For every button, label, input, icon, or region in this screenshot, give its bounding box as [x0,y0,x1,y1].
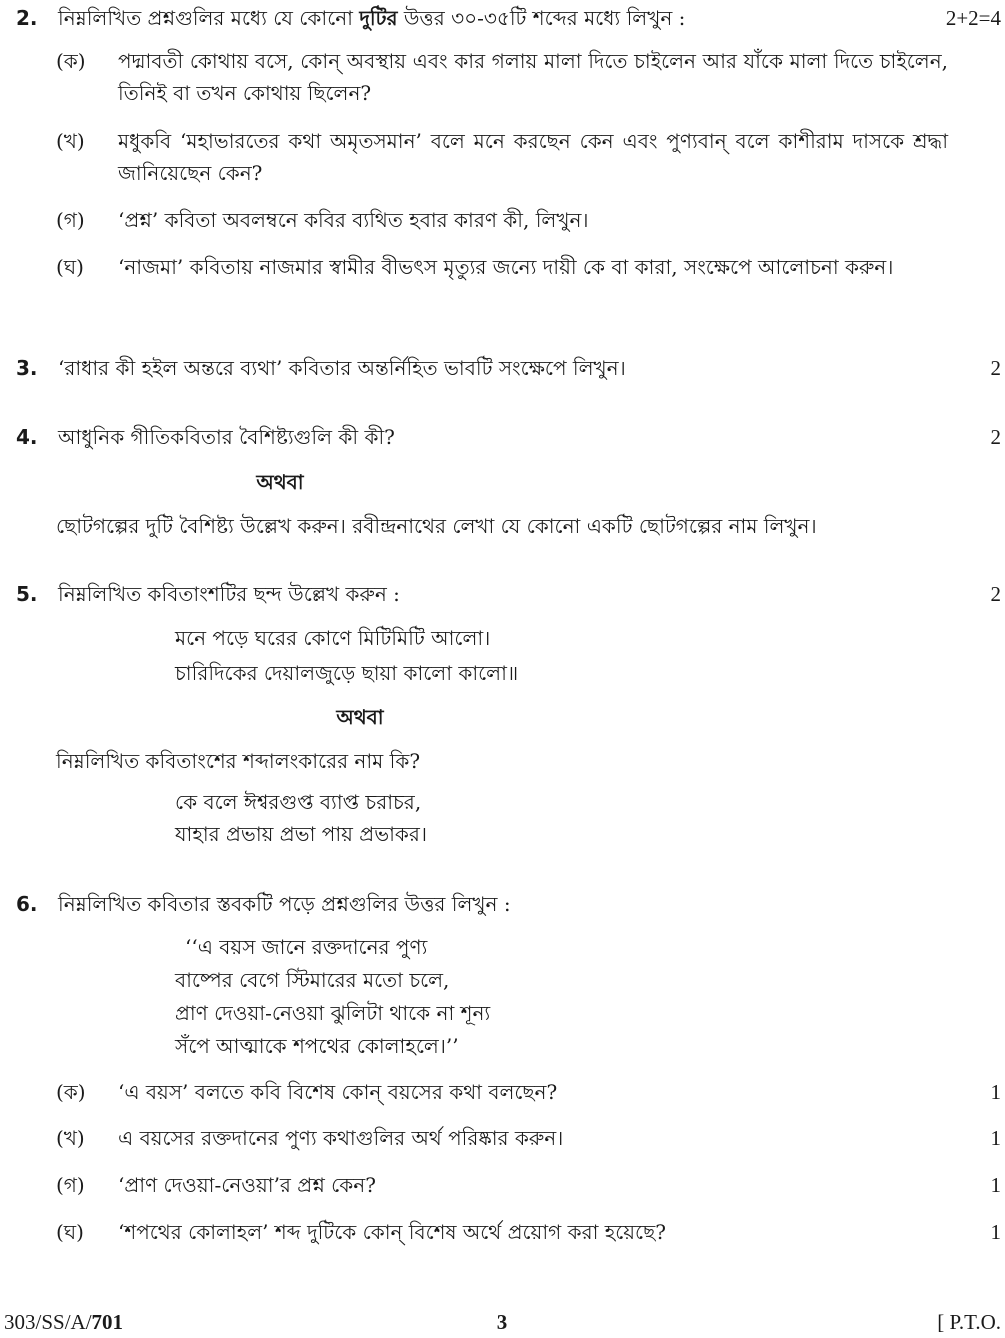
sub-question-text: ‘নাজমা’ কবিতায় নাজমার স্বামীর বীভৎস মৃত্যুর জন্যে দায়ী কে বা কারা, সংক্ষেপে আলোচনা করুন। [118,255,894,279]
sub-question-text: মধুকবি ‘মহাভারতের কথা অমৃতসমান’ বলে মনে করছেন কেন এবং পুণ্যবান্ বলে কাশীরাম দাসকে শ্রদ্ধা জানিয়েছেন কেন? [118,129,948,185]
question-number: 4. [16,425,38,449]
verse-line: মনে পড়ে ঘরের কোণে মিটিমিটি আলো। [175,626,491,650]
marks: 1 [990,1126,1001,1150]
sub-question-label: (ক) [56,49,86,73]
alternative-question-text: ছোটগল্পের দুটি বৈশিষ্ট্য উল্লেখ করুন। রবীন্দ্রনাথের লেখা যে কোনো একটি ছোটগল্পের নাম লিখুন। [56,514,817,538]
question-text: ‘রাধার কী হইল অন্তরে ব্যথা’ কবিতার অন্তর্নিহিত ভাবটি সংক্ষেপে লিখুন। [58,356,626,380]
question-text: আধুনিক গীতিকবিতার বৈশিষ্ট্যগুলি কী কী? [58,425,395,449]
question-number: 2. [16,6,38,30]
marks: 2 [990,356,1001,380]
sub-question-text: ‘প্রশ্ন’ কবিতা অবলম্বনে কবির ব্যথিত হবার কারণ কী, লিখুন। [118,208,589,232]
or-heading: অথবা [336,705,384,729]
verse-line: বাষ্পের বেগে স্টিমারের মতো চলে, [175,968,450,992]
marks: 1 [990,1080,1001,1104]
pto-marker: [ P.T.O. [937,1310,1001,1334]
sub-question-text: ‘এ বয়স’ বলতে কবি বিশেষ কোন্ বয়সের কথা বলছেন? [118,1080,558,1104]
or-heading: অথবা [256,470,304,494]
paper-code: 303/SS/A/701 [4,1310,124,1334]
alternative-question-text: নিম্নলিখিত কবিতাংশের শব্দালংকারের নাম কি? [56,749,421,773]
sub-question-text: ‘শপথের কোলাহল’ শব্দ দুটিকে কোন্ বিশেষ অর্থে প্রয়োগ করা হয়েছে? [118,1220,666,1244]
sub-question-text: পদ্মাবতী কোথায় বসে, কোন্ অবস্থায় এবং কার গলায় মালা দিতে চাইলেন আর যাঁকে মালা দিতে চাইলেন, তিনিই বা তখন কোথায় ছিলেন? [118,49,948,105]
question-number: 5. [16,582,38,606]
sub-question-label: (খ) [56,1126,85,1150]
question-text: নিম্নলিখিত প্রশ্নগুলির মধ্যে যে কোনো দুটির উত্তর ৩০-৩৫টি শব্দের মধ্যে লিখুন : [58,6,686,30]
sub-question-label: (গ) [56,208,85,232]
sub-question-label: (খ) [56,129,85,153]
sub-question-label: (ঘ) [56,255,84,279]
verse-line: যাহার প্রভায় প্রভা পায় প্রভাকর। [175,822,428,846]
verse-line: সঁপে আত্মাকে শপথের কোলাহলে।’’ [175,1034,459,1058]
sub-question-text: এ বয়সের রক্তদানের পুণ্য কথাগুলির অর্থ পরিষ্কার করুন। [118,1126,564,1150]
sub-question-text: ‘প্রাণ দেওয়া-নেওয়া’র প্রশ্ন কেন? [118,1173,376,1197]
sub-question-label: (ঘ) [56,1220,84,1244]
verse-line: চারিদিকের দেয়ালজুড়ে ছায়া কালো কালো॥ [175,661,519,685]
sub-question-label: (ক) [56,1080,86,1104]
marks: 1 [990,1173,1001,1197]
verse-line: প্রাণ দেওয়া-নেওয়া ঝুলিটা থাকে না শূন্য [175,1001,491,1025]
question-text: নিম্নলিখিত কবিতার স্তবকটি পড়ে প্রশ্নগুলির উত্তর লিখুন : [58,892,511,916]
marks: 2+2=4 [945,6,1001,30]
verse-line: ‘‘এ বয়স জানে রক্তদানের পুণ্য [185,935,428,959]
question-number: 6. [16,892,38,916]
question-text: নিম্নলিখিত কবিতাংশটির ছন্দ উল্লেখ করুন : [58,582,400,606]
sub-question-label: (গ) [56,1173,85,1197]
marks: 1 [990,1220,1001,1244]
verse-line: কে বলে ঈশ্বরগুপ্ত ব্যাপ্ত চরাচর, [175,790,422,814]
page-number: 3 [496,1310,508,1334]
question-number: 3. [16,356,38,380]
marks: 2 [990,582,1001,606]
marks: 2 [990,425,1001,449]
